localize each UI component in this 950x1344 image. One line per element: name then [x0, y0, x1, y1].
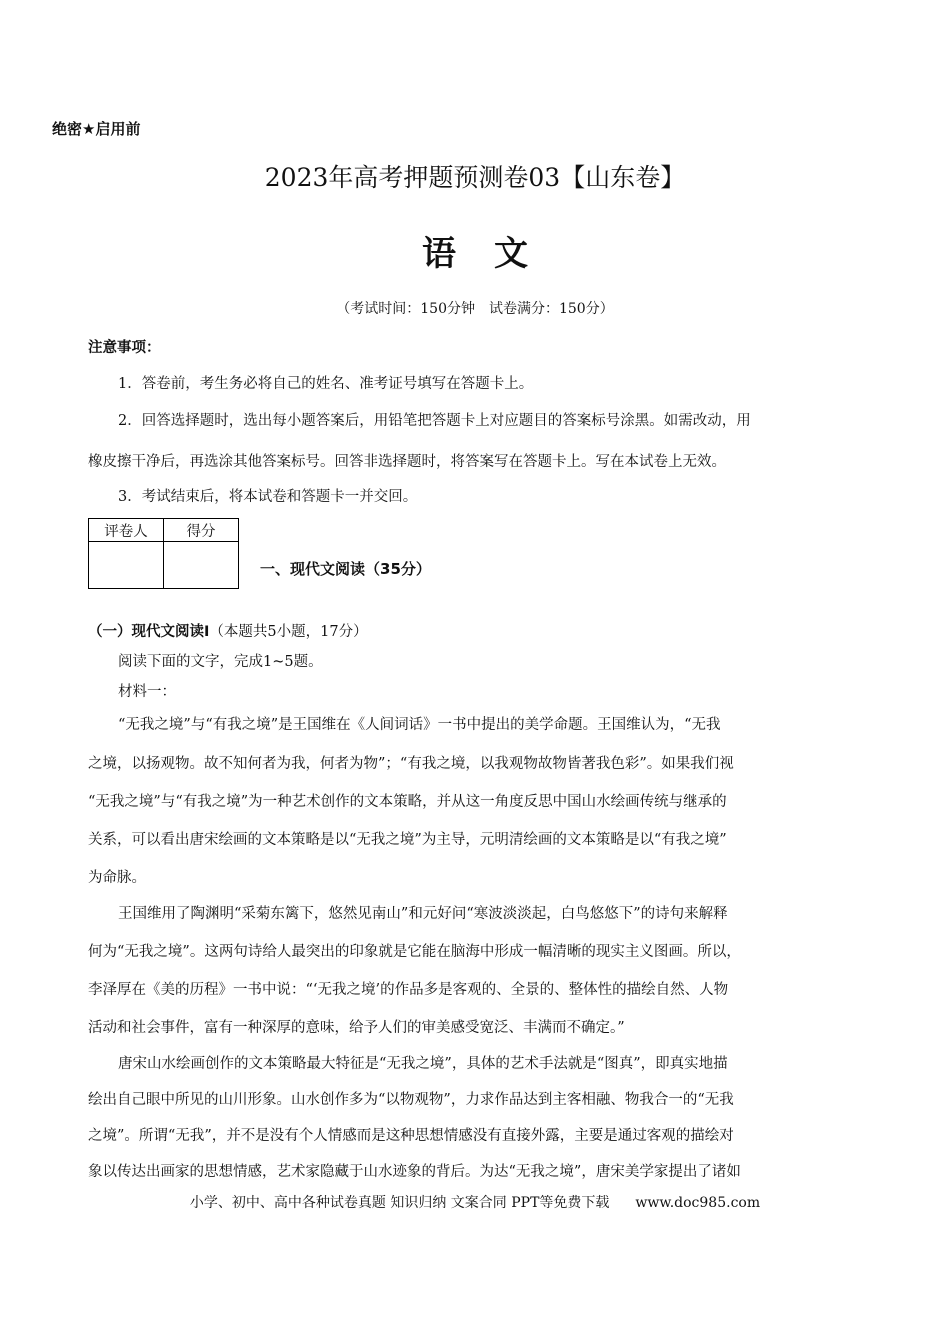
note-item-2-cont: 橡皮擦干净后，再选涂其他答案标号。回答非选择题时，将答案写在答题卡上。写在本试卷上无效。: [88, 454, 726, 470]
grader-cell: [89, 542, 164, 589]
footer: [0, 1192, 950, 1212]
grader-header: 评卷人: [89, 519, 164, 542]
subject-title: 语文: [422, 234, 566, 274]
passage-line: 活动和社会事件，富有一种深厚的意味，给予人们的审美感受宽泛、丰满而不确定。”: [88, 1020, 625, 1036]
footer-site: www.doc985.com: [635, 1195, 761, 1211]
notes-heading: 注意事项：: [88, 340, 161, 356]
score-header: 得分: [164, 519, 239, 542]
part-heading-bold: （一）现代文阅读Ⅰ: [88, 624, 210, 640]
passage-line: 绘出自己眼中所见的山川形象。山水创作多为“以物观物”，力求作品达到主客相融、物我合一的“无我: [88, 1092, 734, 1108]
passage-line: 唐宋山水绘画创作的文本策略最大特征是“无我之境”，具体的艺术手法就是“图真”，即真实地描: [118, 1056, 728, 1072]
score-table: [88, 518, 239, 589]
passage-line: 象以传达出画家的思想情感，艺术家隐藏于山水迹象的背后。为达“无我之境”，唐宋美学家提出了诸如: [88, 1164, 741, 1180]
passage-line: 之境，以扬观物。故不知何者为我，何者为物”；“有我之境，以我观物故物皆著我色彩”。如果我们视: [88, 756, 734, 772]
exam-title: 2023年高考押题预测卷03【山东卷】: [264, 163, 686, 192]
note-item-2: 2．回答选择题时，选出每小题答案后，用铅笔把答题卡上对应题目的答案标号涂黑。如需改动，用: [118, 413, 751, 429]
score-cell: [164, 542, 239, 589]
footer-text: 小学、初中、高中各种试卷真题 知识归纳 文案合同 PPT等免费下载: [189, 1195, 610, 1211]
passage-line: 王国维用了陶渊明“采菊东篱下，悠然见南山”和元好问“寒波淡淡起，白鸟悠悠下”的诗句来解释: [118, 906, 728, 922]
section-title: 一、现代文阅读（35分）: [260, 560, 431, 578]
part-heading: [88, 620, 368, 641]
passage-line: 何为“无我之境”。这两句诗给人最突出的印象就是它能在脑海中形成一幅清晰的现实主义图画。所以，: [88, 944, 741, 960]
passage-line: 之境”。所谓“无我”，并不是没有个人情感而是这种思想情感没有直接外露，主要是通过客观的描绘对: [88, 1128, 734, 1144]
material-label: 材料一：: [118, 684, 176, 700]
passage-line: “无我之境”与“有我之境”是王国维在《人间词话》一书中提出的美学命题。王国维认为，“无我: [118, 717, 721, 733]
part-heading-note: （本题共5小题，17分）: [209, 624, 368, 640]
passage-line: 关系，可以看出唐宋绘画的文本策略是以“无我之境”为主导，元明清绘画的文本策略是以“有我之境”: [88, 832, 727, 848]
confidential-label: 绝密★启用前: [52, 120, 141, 138]
passage-line: “无我之境”与“有我之境”为一种艺术创作的文本策略，并从这一角度反思中国山水绘画传统与继承的: [88, 794, 727, 810]
instruction: 阅读下面的文字，完成1~5题。: [118, 654, 323, 670]
note-item-1: 1．答卷前，考生务必将自己的姓名、准考证号填写在答题卡上。: [118, 376, 534, 392]
passage-line: 李泽厚在《美的历程》一书中说：“‘无我之境’的作品多是客观的、全景的、整体性的描绘自然、人物: [88, 982, 729, 998]
exam-info: （考试时间：150分钟 试卷满分：150分）: [336, 301, 614, 317]
note-item-3: 3．考试结束后，将本试卷和答题卡一并交回。: [118, 489, 418, 505]
passage-line: 为命脉。: [88, 870, 146, 886]
